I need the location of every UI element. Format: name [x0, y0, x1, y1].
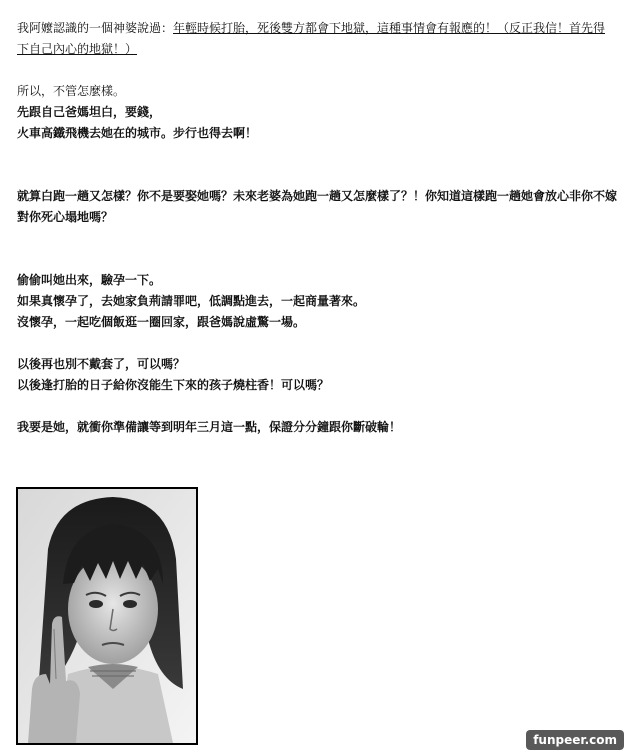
paragraph-2-line-3: 火車高鐵飛機去她在的城市。步行也得去啊！	[17, 126, 258, 140]
intro-lead: 我阿嬤認識的一個神婆說過：	[17, 21, 174, 35]
paragraph-5-line-1: 以後再也別不戴套了，可以嗎？	[17, 357, 186, 371]
girl-photo	[16, 487, 198, 745]
paragraph-5-line-2: 以後逢打胎的日子給你沒能生下來的孩子燒柱香！可以嗎？	[17, 378, 330, 392]
paragraph-intro	[17, 18, 617, 60]
paragraph-6: 我要是她，就衝你準備讓等到明年三月這一點，保證分分鐘跟你斷破輪！	[17, 420, 402, 434]
site-watermark: funpeer.com	[526, 730, 624, 750]
paragraph-4-line-3: 沒懷孕，一起吃個飯逛一圈回家，跟爸媽說虛驚一場。	[17, 315, 306, 329]
paragraph-4-line-2: 如果真懷孕了，去她家負荊請罪吧，低調點進去，一起商量著來。	[17, 294, 366, 308]
girl-photo-illustration	[18, 489, 196, 743]
paragraph-2-line-2: 先跟自己爸媽坦白，要錢，	[17, 105, 162, 119]
paragraph-4-line-1: 偷偷叫她出來，驗孕一下。	[17, 273, 162, 287]
paragraph-2-line-1: 所以，不管怎麼樣。	[17, 84, 126, 98]
paragraph-3: 就算白跑一趟又怎樣？你不是要娶她嗎？未來老婆為她跑一趟又怎麼樣了？！你知道這樣跑一趟她會放心非你不嫁對你死心塌地嗎？	[17, 189, 618, 224]
article-body	[17, 18, 617, 438]
intro-underlined-text: 年輕時候打胎，死後雙方都會下地獄，這種事情會有報應的！（反正我信！首先得下自己內心的地獄！）	[17, 21, 606, 56]
